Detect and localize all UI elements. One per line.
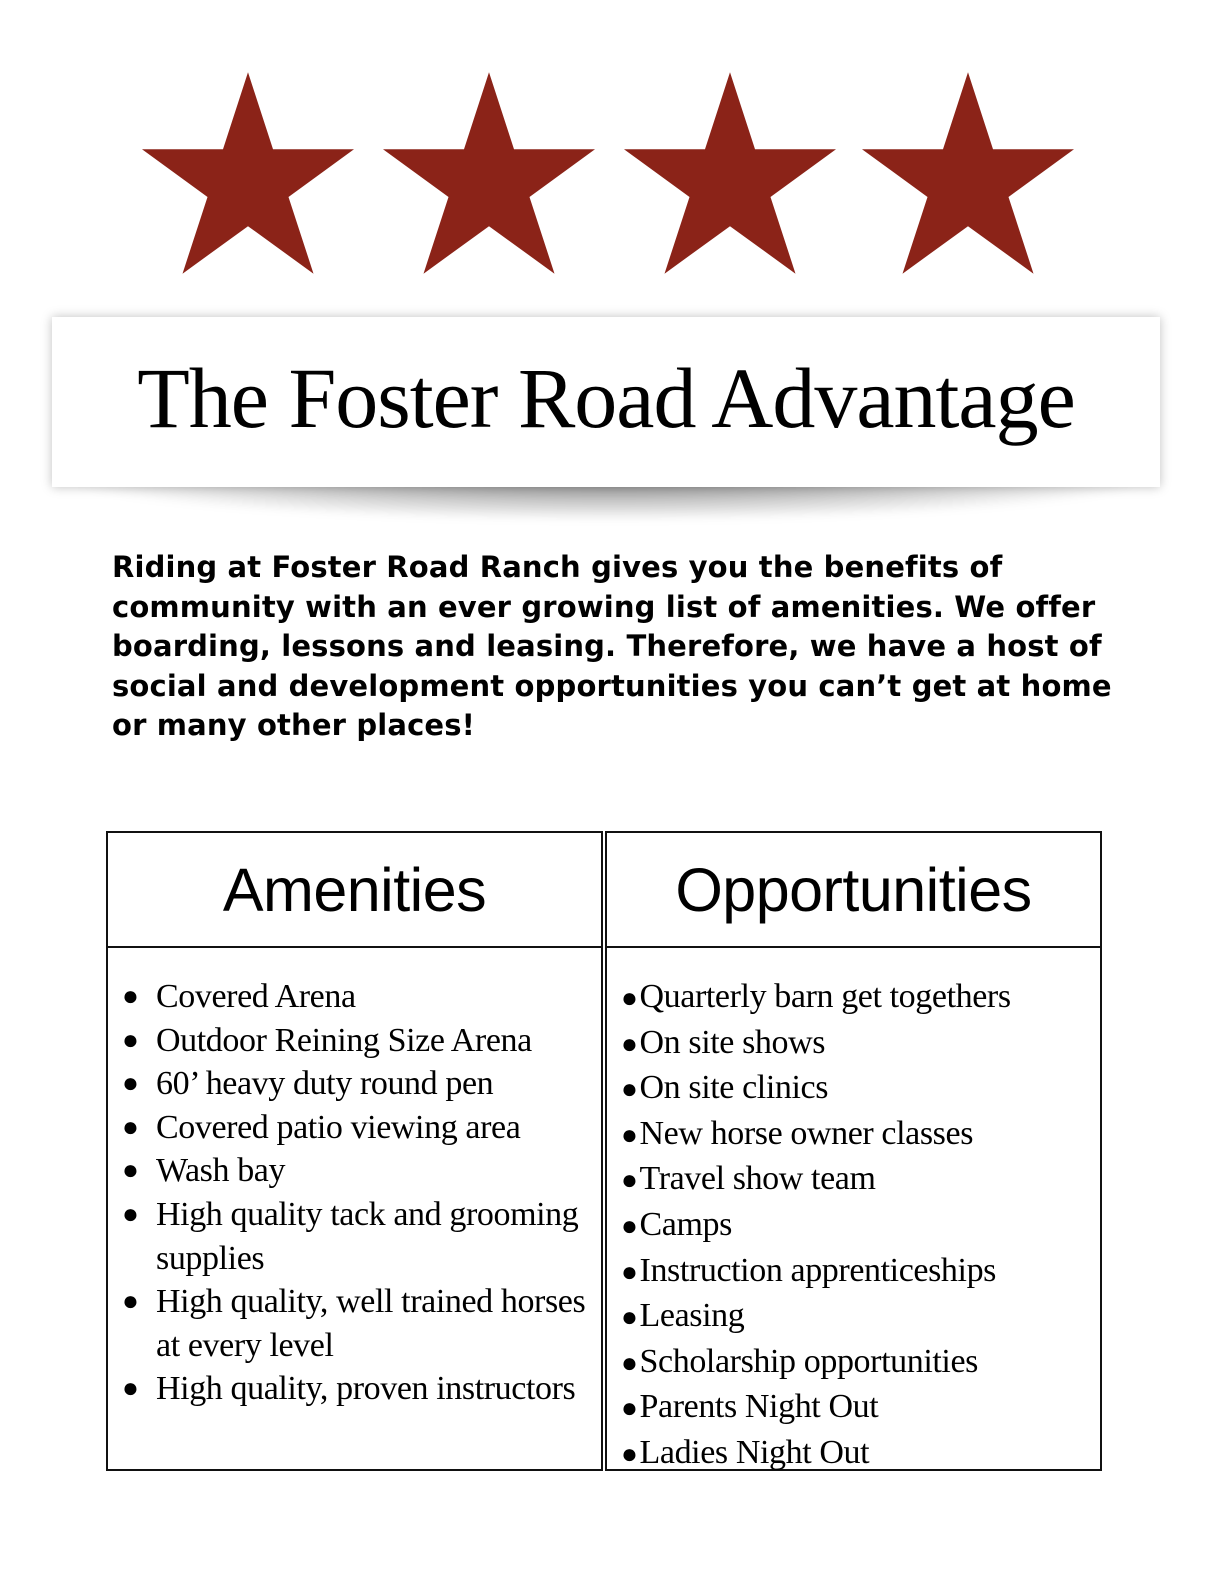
opportunity-item — [621, 1294, 1100, 1340]
bullet-icon: ● — [621, 1347, 638, 1379]
bullet-icon: ● — [122, 1155, 139, 1187]
rating-stars — [0, 0, 1224, 300]
opportunity-item — [621, 1021, 1100, 1067]
amenity-item — [122, 1149, 601, 1193]
amenity-item-label: High quality tack and grooming supplies — [156, 1195, 579, 1277]
intro-paragraph: Riding at Foster Road Ranch gives you the benefits of community with an ever growing list of amenities. We offer boarding, lessons and leasing. Therefore, we have a host of social and development opportunities you can’t get at home or many other places! — [112, 550, 1112, 742]
opportunity-item-label: On site clinics — [639, 1069, 829, 1107]
opportunity-item-label: Instruction apprenticeships — [639, 1251, 997, 1289]
amenity-item — [122, 1106, 601, 1150]
star-icon — [862, 72, 1074, 274]
amenity-item-label: High quality, proven instructors — [156, 1370, 576, 1408]
amenity-item — [122, 975, 601, 1019]
opportunity-item — [621, 1431, 1100, 1477]
star-icon — [383, 72, 595, 274]
opportunity-item — [621, 1112, 1100, 1158]
opportunity-item — [621, 975, 1100, 1021]
bullet-icon: ● — [122, 1068, 139, 1100]
amenities-list — [108, 948, 601, 1411]
title-banner — [52, 317, 1160, 487]
opportunity-item — [621, 1066, 1100, 1112]
amenity-item — [122, 1062, 601, 1106]
opportunity-item-label: Ladies Night Out — [639, 1433, 870, 1471]
bullet-icon: ● — [122, 1198, 139, 1230]
opportunity-item-label: Parents Night Out — [639, 1388, 879, 1426]
amenities-heading: Amenities — [108, 833, 601, 948]
bullet-icon: ● — [621, 1438, 638, 1470]
bullet-icon: ● — [122, 1111, 139, 1143]
amenity-item-label: Covered Arena — [156, 978, 356, 1015]
opportunity-item — [621, 1203, 1100, 1249]
amenity-item-label: Wash bay — [156, 1152, 286, 1190]
bullet-icon: ● — [122, 981, 139, 1012]
opportunities-list — [607, 948, 1100, 1477]
star-icon — [142, 72, 354, 274]
bullet-icon: ● — [621, 1393, 638, 1425]
features-table — [106, 831, 1102, 1471]
amenity-item-label: 60’ heavy duty round pen — [156, 1065, 494, 1103]
page-title: The Foster Road Advantage — [137, 350, 1075, 446]
opportunity-item — [621, 1340, 1100, 1386]
opportunity-item — [621, 1385, 1100, 1431]
bullet-icon: ● — [621, 1074, 638, 1106]
opportunity-item-label: Quarterly barn get togethers — [639, 978, 1011, 1015]
bullet-icon: ● — [621, 1210, 638, 1242]
amenity-item-label: Outdoor Reining Size Arena — [156, 1021, 532, 1059]
opportunities-heading: Opportunities — [607, 833, 1100, 948]
bullet-icon: ● — [621, 1028, 638, 1060]
opportunity-item-label: Travel show team — [639, 1160, 876, 1198]
opportunity-item-label: On site shows — [639, 1023, 826, 1061]
amenity-item — [122, 1280, 601, 1367]
opportunity-item-label: Camps — [639, 1205, 732, 1243]
amenity-item — [122, 1193, 601, 1280]
opportunity-item — [621, 1157, 1100, 1203]
amenity-item-label: Covered patio viewing area — [156, 1108, 521, 1146]
bullet-icon: ● — [621, 983, 638, 1014]
bullet-icon: ● — [621, 1256, 638, 1288]
bullet-icon: ● — [621, 1119, 638, 1151]
bullet-icon: ● — [621, 1302, 638, 1334]
star-icon — [624, 72, 836, 274]
bullet-icon: ● — [122, 1024, 139, 1056]
opportunity-item-label: New horse owner classes — [639, 1114, 974, 1152]
amenity-item-label: High quality, well trained horses at every level — [156, 1283, 586, 1364]
amenity-item — [122, 1367, 601, 1411]
bullet-icon: ● — [122, 1373, 139, 1405]
amenities-column — [106, 831, 603, 1471]
opportunity-item-label: Scholarship opportunities — [639, 1342, 978, 1380]
opportunity-item — [621, 1249, 1100, 1295]
bullet-icon: ● — [122, 1286, 139, 1318]
opportunity-item-label: Leasing — [639, 1297, 745, 1335]
bullet-icon: ● — [621, 1165, 638, 1197]
amenity-item — [122, 1019, 601, 1063]
opportunities-column — [605, 831, 1102, 1471]
